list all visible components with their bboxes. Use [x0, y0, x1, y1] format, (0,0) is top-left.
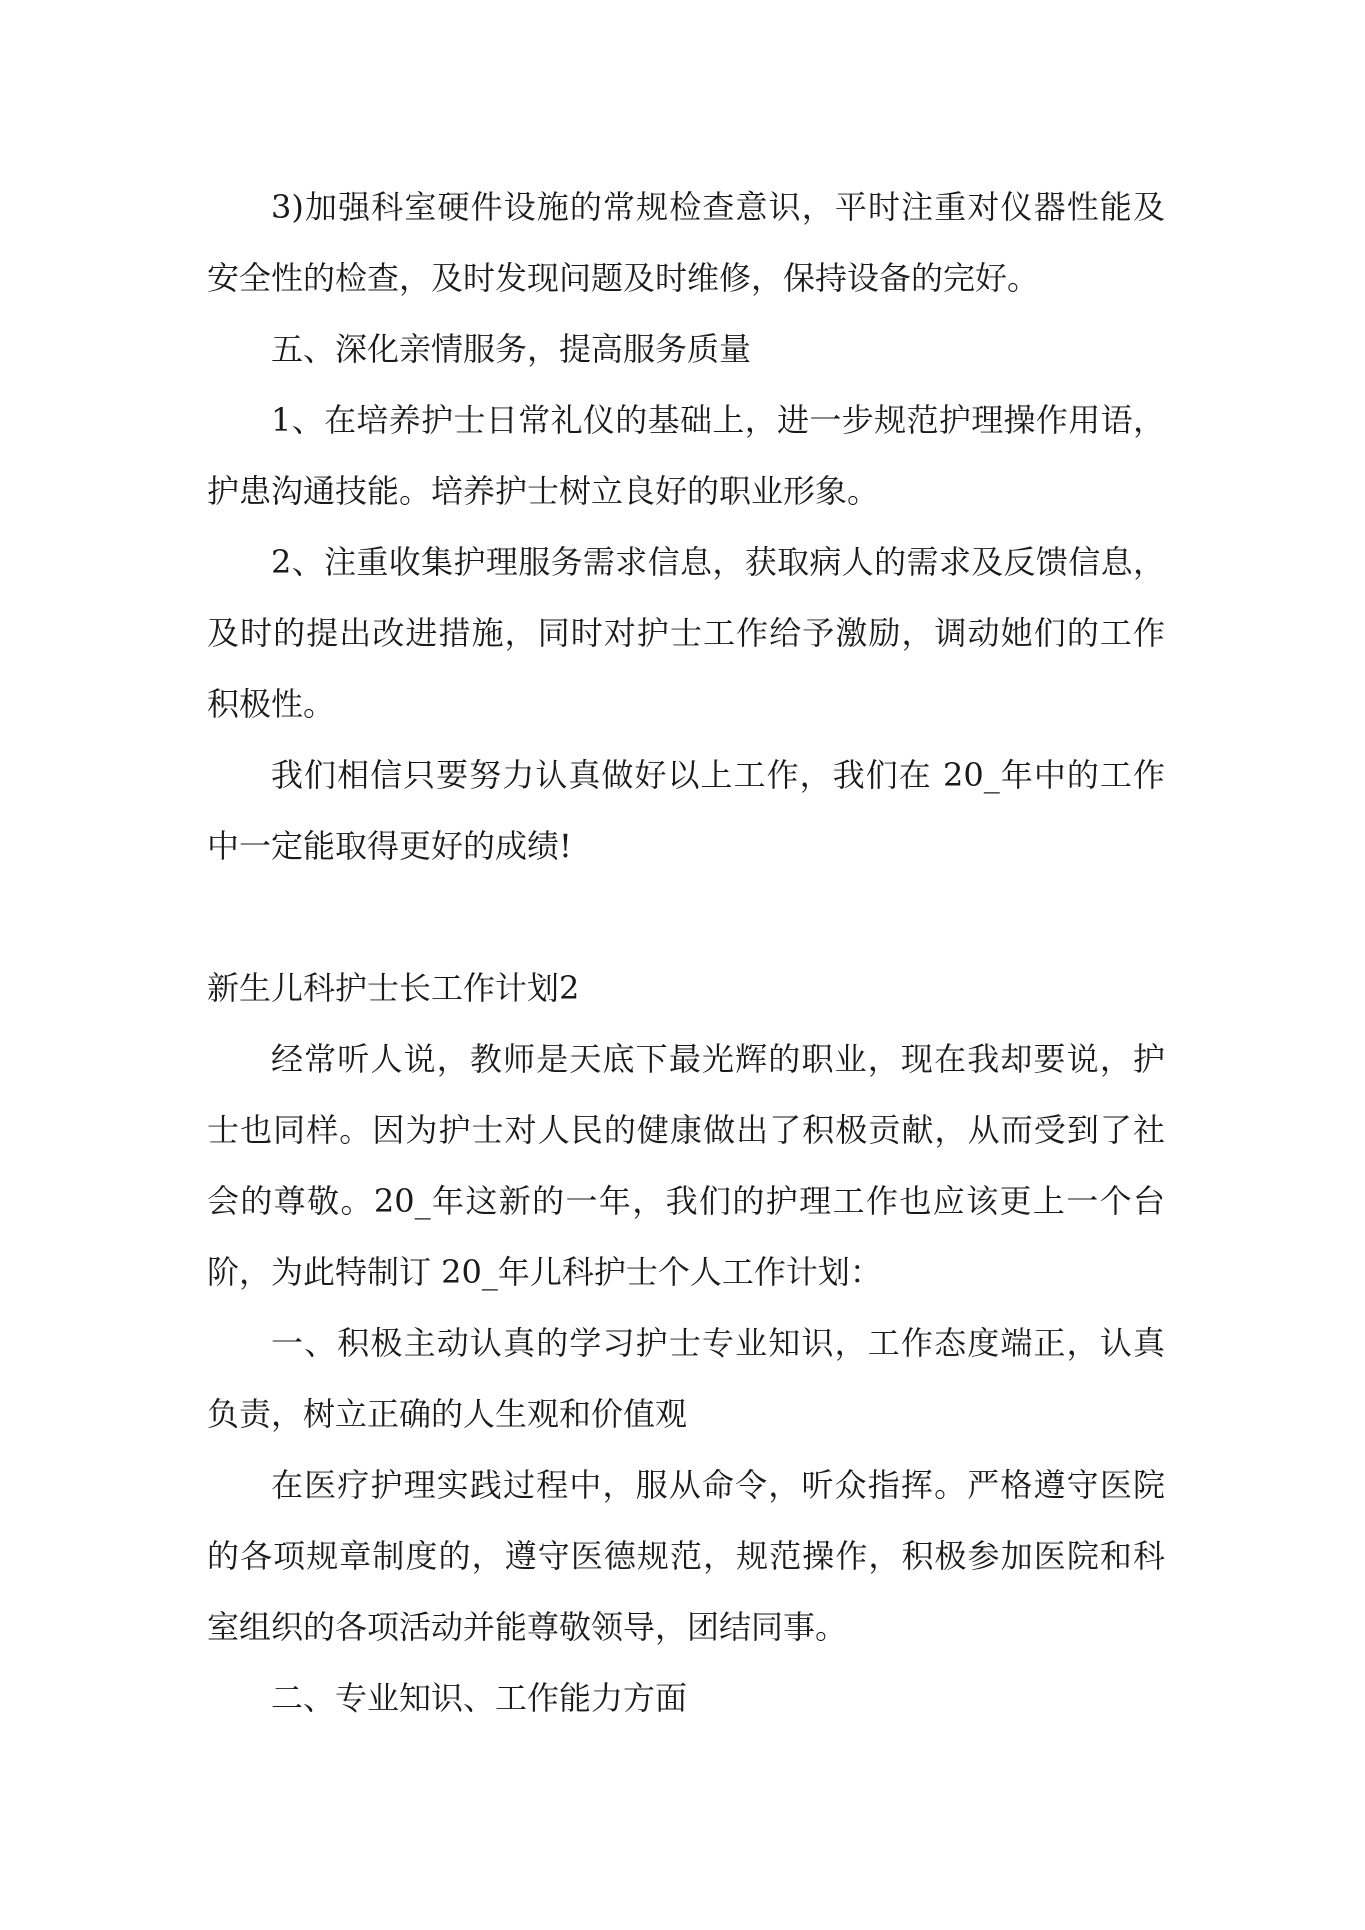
document-title: 新生儿科护士长工作计划2: [207, 969, 580, 1007]
paragraph-intro: 经常听人说，教师是天底下最光辉的职业，现在我却要说，护士也同样。因为护士对人民的健康做出了积极贡献，从而受到了社会的尊敬。20_年这新的一年，我们的护理工作也应该更上一个台阶，为此特制订 20_年儿科护士个人工作计划：: [207, 1040, 1165, 1291]
paragraph-discipline: 在医疗护理实践过程中，服从命令，听众指挥。严格遵守医院的各项规章制度的，遵守医德规范，规范操作，积极参加医院和科室组织的各项活动并能尊敬领导，团结同事。: [207, 1466, 1165, 1646]
document-body: [207, 172, 1165, 1734]
paragraph-equipment-check: 3)加强科室硬件设施的常规检查意识，平时注重对仪器性能及安全性的检查，及时发现问题及时维修，保持设备的完好。: [207, 188, 1165, 297]
section-spacer: [207, 882, 1165, 953]
paragraph-feedback: 2、注重收集护理服务需求信息，获取病人的需求及反馈信息，及时的提出改进措施，同时对护士工作给予激励，调动她们的工作积极性。: [207, 543, 1165, 723]
section-heading-5: 五、深化亲情服务，提高服务质量: [271, 330, 752, 368]
paragraph-etiquette: 1、在培养护士日常礼仪的基础上，进一步规范护理操作用语，护患沟通技能。培养护士树立良好的职业形象。: [207, 401, 1165, 510]
section-heading-1: 一、积极主动认真的学习护士专业知识，工作态度端正，认真负责，树立正确的人生观和价值观: [207, 1324, 1165, 1433]
section-heading-2: 二、专业知识、工作能力方面: [271, 1679, 688, 1717]
paragraph-conclusion: 我们相信只要努力认真做好以上工作，我们在 20_年中的工作中一定能取得更好的成绩!: [207, 756, 1165, 865]
